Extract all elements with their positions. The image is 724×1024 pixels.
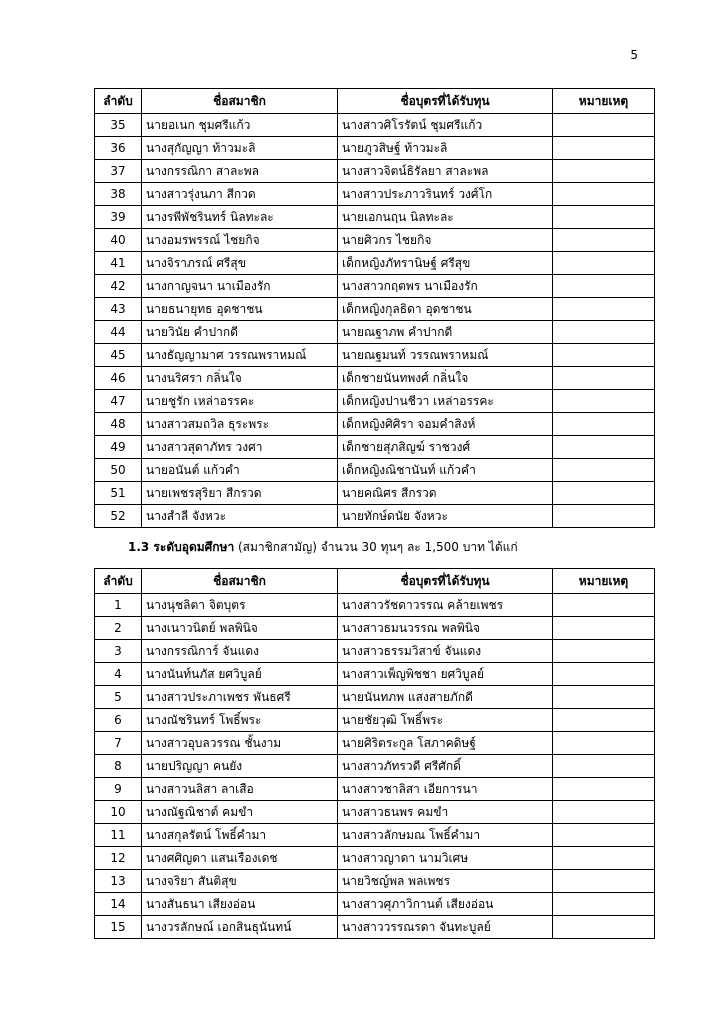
row-member-name: นางเนาวนิตย์ พลพินิจ (142, 617, 338, 640)
row-remark (553, 916, 655, 939)
table-row (95, 229, 655, 252)
row-member-name: นางนันท์นภัส ยศวิบูลย์ (142, 663, 338, 686)
row-order: 44 (95, 321, 142, 344)
row-member-name: นายปริญญา คนยัง (142, 755, 338, 778)
table-row (95, 755, 655, 778)
row-child-name: นางสาวธมนวรรณ พลพินิจ (338, 617, 553, 640)
table-row (95, 824, 655, 847)
row-remark (553, 321, 655, 344)
row-order: 43 (95, 298, 142, 321)
row-remark (553, 778, 655, 801)
row-remark (553, 755, 655, 778)
table-row (95, 252, 655, 275)
row-child-name: นางสาวภัทรวดี ศรีศักดิ์ (338, 755, 553, 778)
row-member-name: นางกรรณิการ์ จันแดง (142, 640, 338, 663)
row-child-name: นายศิริตระกูล โสภาคดิษฐ์ (338, 732, 553, 755)
header-child-name: ชื่อบุตรที่ได้รับทุน (338, 89, 553, 114)
row-remark (553, 183, 655, 206)
row-member-name: นางธัญญามาศ วรรณพราหมณ์ (142, 344, 338, 367)
row-order: 47 (95, 390, 142, 413)
row-order: 36 (95, 137, 142, 160)
row-order: 14 (95, 893, 142, 916)
row-member-name: นางสาวสมถวิล ธุระพระ (142, 413, 338, 436)
row-child-name: นายชัยวุฒิ โพธิ์พระ (338, 709, 553, 732)
table-row (95, 640, 655, 663)
row-remark (553, 617, 655, 640)
table-row (95, 298, 655, 321)
row-member-name: นางรพีพัชรินทร์ นิลทะละ (142, 206, 338, 229)
table-row (95, 482, 655, 505)
row-remark (553, 298, 655, 321)
row-remark (553, 436, 655, 459)
row-member-name: นางสาวประภาเพชร พันธศรี (142, 686, 338, 709)
row-child-name: นายณฐมนท์ วรรณพราหมณ์ (338, 344, 553, 367)
page-number: 5 (630, 48, 638, 62)
row-member-name: นายอนันต์ แก้วคำ (142, 459, 338, 482)
row-remark (553, 275, 655, 298)
table-row (95, 413, 655, 436)
table-row (95, 275, 655, 298)
row-child-name: นางสาวศุภาวิกานต์ เสียงอ่อน (338, 893, 553, 916)
header-remark: หมายเหตุ (553, 89, 655, 114)
table-row (95, 390, 655, 413)
table-row (95, 321, 655, 344)
row-child-name: เด็กหญิงภัทรานิษฐ์ ศรีสุข (338, 252, 553, 275)
row-member-name: นางสุกัญญา ท้าวมะลิ (142, 137, 338, 160)
row-member-name: นางณัชรินทร์ โพธิ์พระ (142, 709, 338, 732)
row-remark (553, 686, 655, 709)
row-remark (553, 709, 655, 732)
scholarship-table-higher-education (94, 568, 655, 939)
row-order: 7 (95, 732, 142, 755)
row-remark (553, 824, 655, 847)
row-remark (553, 801, 655, 824)
row-order: 49 (95, 436, 142, 459)
table-row (95, 505, 655, 528)
row-child-name: เด็กหญิงศิศิรา จอมคำสิงห์ (338, 413, 553, 436)
row-member-name: นางกาญจนา นาเมืองรัก (142, 275, 338, 298)
row-child-name: นายวิชญ์พล พลเพชร (338, 870, 553, 893)
row-order: 11 (95, 824, 142, 847)
row-order: 52 (95, 505, 142, 528)
row-child-name: เด็กหญิงปานชีวา เหล่าอรรคะ (338, 390, 553, 413)
row-order: 2 (95, 617, 142, 640)
table-row (95, 206, 655, 229)
table-row (95, 916, 655, 939)
row-child-name: นายคณิศร สีกรวด (338, 482, 553, 505)
row-remark (553, 413, 655, 436)
row-child-name: นางสาวจิตน์ธิรัลยา สาละพล (338, 160, 553, 183)
row-child-name: นายทักษ์ดนัย จังหวะ (338, 505, 553, 528)
row-member-name: นางจริยา สันติสุข (142, 870, 338, 893)
row-child-name: นายณฐาภพ คำปากดี (338, 321, 553, 344)
row-order: 37 (95, 160, 142, 183)
row-member-name: นางสันธนา เสียงอ่อน (142, 893, 338, 916)
row-remark (553, 344, 655, 367)
row-remark (553, 459, 655, 482)
row-member-name: นางกรรณิกา สาละพล (142, 160, 338, 183)
row-remark (553, 732, 655, 755)
row-child-name: นายเอกนฤน นิลทะละ (338, 206, 553, 229)
row-remark (553, 594, 655, 617)
header-member-name: ชื่อสมาชิก (142, 569, 338, 594)
row-remark (553, 390, 655, 413)
row-member-name: นางสกุลรัตน์ โพธิ์คำมา (142, 824, 338, 847)
row-order: 45 (95, 344, 142, 367)
row-order: 5 (95, 686, 142, 709)
row-member-name: นายวินัย คำปากดี (142, 321, 338, 344)
row-child-name: นางสาวธรรมวิสาข์ จันแดง (338, 640, 553, 663)
table-row (95, 686, 655, 709)
row-child-name: นางสาวเพ็ญพิชชา ยศวิบูลย์ (338, 663, 553, 686)
table-row (95, 594, 655, 617)
row-member-name: นางสาวอุบลวรรณ ชั้นงาม (142, 732, 338, 755)
table-row (95, 663, 655, 686)
row-child-name: เด็กชายนันทพงศ์ กลิ่นใจ (338, 367, 553, 390)
row-order: 48 (95, 413, 142, 436)
row-order: 42 (95, 275, 142, 298)
row-member-name: นางสาวสุดาภัทร วงศา (142, 436, 338, 459)
row-remark (553, 640, 655, 663)
row-remark (553, 160, 655, 183)
row-remark (553, 482, 655, 505)
table-row (95, 778, 655, 801)
row-order: 8 (95, 755, 142, 778)
table-row (95, 617, 655, 640)
row-order: 10 (95, 801, 142, 824)
row-member-name: นางอมรพรรณ์ ไชยกิจ (142, 229, 338, 252)
row-child-name: นายนันทภพ แสงสายภักดี (338, 686, 553, 709)
row-member-name: นางนริศรา กลิ่นใจ (142, 367, 338, 390)
row-order: 46 (95, 367, 142, 390)
row-member-name: นางศศิญดา แสนเรืองเดช (142, 847, 338, 870)
header-child-name: ชื่อบุตรที่ได้รับทุน (338, 569, 553, 594)
row-remark (553, 870, 655, 893)
row-child-name: นางสาวธนพร คมขำ (338, 801, 553, 824)
row-child-name: นางสาวประภาวรินทร์ วงศ์โก (338, 183, 553, 206)
row-remark (553, 505, 655, 528)
row-remark (553, 137, 655, 160)
header-member-name: ชื่อสมาชิก (142, 89, 338, 114)
row-order: 51 (95, 482, 142, 505)
row-remark (553, 229, 655, 252)
row-remark (553, 893, 655, 916)
row-member-name: นางสาวนลิสา ลาเสือ (142, 778, 338, 801)
row-order: 38 (95, 183, 142, 206)
row-child-name: นายภูวสิษฐ์ ท้าวมะลิ (338, 137, 553, 160)
row-member-name: นางจิราภรณ์ ศรีสุข (142, 252, 338, 275)
row-remark (553, 206, 655, 229)
table-row (95, 137, 655, 160)
header-order: ลำดับ (95, 89, 142, 114)
table-row (95, 436, 655, 459)
table-row (95, 367, 655, 390)
table-row (95, 893, 655, 916)
row-order: 12 (95, 847, 142, 870)
table-row (95, 709, 655, 732)
row-order: 3 (95, 640, 142, 663)
section-heading-rest: (สมาชิกสามัญ) จำนวน 30 ทุนๆ ละ 1,500 บาท ได้แก่ (234, 540, 518, 554)
row-remark (553, 114, 655, 137)
table-row (95, 114, 655, 137)
row-member-name: นางณัฐณิชาต์ คมขำ (142, 801, 338, 824)
section-heading-1-3 (128, 538, 518, 557)
row-child-name: นางสาวญาดา นามวิเศษ (338, 847, 553, 870)
row-child-name: เด็กหญิงกุลธิดา อุดชาชน (338, 298, 553, 321)
row-child-name: นางสาวชาลิสา เอียการนา (338, 778, 553, 801)
row-child-name: เด็กหญิงณิชานันท์ แก้วคำ (338, 459, 553, 482)
row-order: 13 (95, 870, 142, 893)
row-order: 50 (95, 459, 142, 482)
row-child-name: นางสาววรรณรดา จันทะบูลย์ (338, 916, 553, 939)
table-header-row (95, 89, 655, 114)
scholarship-table-secondary (94, 88, 655, 528)
table-header-row (95, 569, 655, 594)
row-member-name: นายอเนก ชุมศรีแก้ว (142, 114, 338, 137)
row-order: 39 (95, 206, 142, 229)
row-order: 35 (95, 114, 142, 137)
section-heading-bold: 1.3 ระดับอุดมศึกษา (128, 540, 235, 554)
header-remark: หมายเหตุ (553, 569, 655, 594)
row-child-name: นางสาวกฤตพร นาเมืองรัก (338, 275, 553, 298)
row-child-name: เด็กชายสุภสิญฆ์ ราชวงศ์ (338, 436, 553, 459)
row-order: 15 (95, 916, 142, 939)
row-order: 4 (95, 663, 142, 686)
row-child-name: นางสาวศิโรรัตน์ ชุมศรีแก้ว (338, 114, 553, 137)
row-member-name: นายเพชรสุริยา สีกรวด (142, 482, 338, 505)
header-order: ลำดับ (95, 569, 142, 594)
row-remark (553, 367, 655, 390)
row-remark (553, 252, 655, 275)
row-member-name: นางนุชลิตา จิตบุตร (142, 594, 338, 617)
table-row (95, 160, 655, 183)
row-member-name: นางวรลักษณ์ เอกสินธุนันทน์ (142, 916, 338, 939)
row-member-name: นางสาวรุ่งนภา สีกวด (142, 183, 338, 206)
row-order: 41 (95, 252, 142, 275)
table-row (95, 732, 655, 755)
table-row (95, 344, 655, 367)
row-order: 6 (95, 709, 142, 732)
table-row (95, 183, 655, 206)
row-child-name: นางสาวลักษมณ โพธิ์คำมา (338, 824, 553, 847)
row-order: 9 (95, 778, 142, 801)
table-row (95, 870, 655, 893)
row-member-name: นายชูรัก เหล่าอรรคะ (142, 390, 338, 413)
row-child-name: นายศิวกร ไชยกิจ (338, 229, 553, 252)
row-order: 40 (95, 229, 142, 252)
row-remark (553, 847, 655, 870)
table-row (95, 847, 655, 870)
row-order: 1 (95, 594, 142, 617)
row-child-name: นางสาวรัชดาวรรณ คล้ายเพชร (338, 594, 553, 617)
row-member-name: นางสำลี จังหวะ (142, 505, 338, 528)
table-row (95, 801, 655, 824)
row-member-name: นายธนายุทธ อุดชาชน (142, 298, 338, 321)
table-row (95, 459, 655, 482)
row-remark (553, 663, 655, 686)
